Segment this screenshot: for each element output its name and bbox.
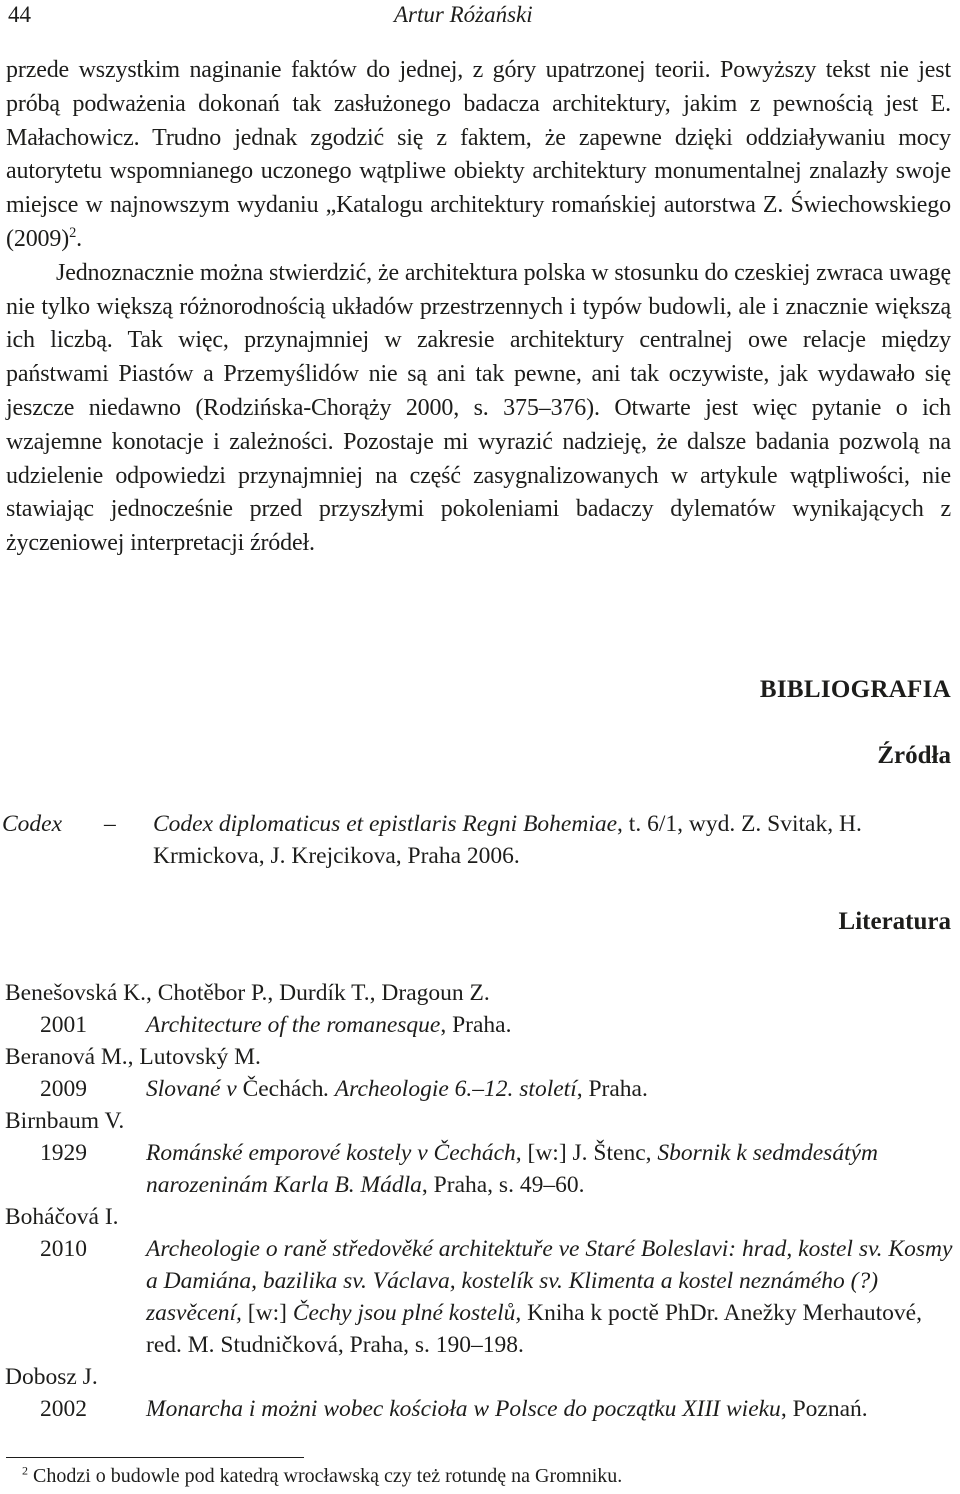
running-head [0,0,960,32]
literature-details-continued: Kniha k poctě PhDr. Anežky Merhautové, red. M. Studničková, Praha, s. 190–198. [146,1300,922,1358]
source-abbreviation: Codex [2,811,63,837]
paragraph-2: Jednoznacznie można stwierdzić, że architektura polska w stosunku do czeskiej zwraca uwagę nie tylko większą różnorodnością układów przestrzennych i typów budowli, ale i znacznie większą ich liczbą. Tak więc, przynajmniej w zakresie architektury centralnej owe relacje między państwami Piastów a Przemyślidów nie są ani tak pewne, ani tak oczywiste, jak wydawało się jeszcze niedawno (Rodzińska-Chorąży 2000, s. 375–376). Otwarte jest więc pytanie o ich wzajemne konotacje i zależności. Pozostaje mi wyrazić nadzieję, że dalsze badania pozwolą na udzielenie odpowiedzi przynajmniej na część zasygnalizowanych w artykule wątpliwości, nie stawiając jednocześnie przed przyszłymi pokoleniami badaczy dylematów wynikających z życzeniowej interpretacji źródeł. [6,259,951,557]
literature-citation [146,1073,954,1105]
footnote-text: Chodzi o budowle pod katedrą wrocławską czy też rotundę na Gromniku. [33,1465,623,1487]
literature-author: Boháčová I. [5,1204,119,1230]
literature-year: 2010 [40,1236,87,1262]
literature-details: , Praha. [440,1012,512,1038]
literature-work [0,1393,955,1425]
source-title: Codex diplomaticus et epistlaris Regni Bohemiae [153,811,618,837]
literature-year: 2009 [40,1076,87,1102]
literature-citation [146,1233,954,1361]
literature-author: Beranová M., Lutovský M. [5,1044,261,1070]
literature-title: Monarcha i możni wobec kościoła w Polsce do początku XIII wieku [146,1396,781,1422]
literature-year: 2002 [40,1396,87,1422]
footnote-rule [6,1457,304,1458]
literature-title-continued: Sbornik k sedmdesátým narozeninám Karla B. Mádla [146,1140,878,1198]
literature-work [0,1009,955,1041]
footnote [22,1462,622,1490]
source-dash: – [104,811,116,837]
paragraph-1 [6,54,951,257]
literature-title: Archeologie o raně středověké architektuře ve Staré Boleslavi: hrad, kostel sv. Kosmy a Damiána, bazilika sv. Václava, kostelík sv. Klimenta a kostel neznámého (?) zasvěcení, [146,1236,953,1326]
literature-heading: Literatura [838,908,951,935]
literature-title: Slované v [146,1076,243,1102]
literature-title-continued: Čechy jsou plné kostelů, [292,1300,522,1326]
literature-title: Románské emporové kostely v Čechách [146,1140,516,1166]
literature-work [0,1073,955,1105]
literature-citation [146,1009,954,1041]
paragraph-1-text: przede wszystkim naginanie faktów do jednej, z góry upatrzonej teorii. Powyższy tekst nie jest próbą podważenia dokonań tak zasłużonego badacza architektury, jakim z pewnością jest E. Małachowicz. Trudno jednak zgodzić się z faktem, że zapewne dzięki oddziaływaniu mocy autorytetu wspomnianego uczonego wątpliwe obiekty architektury monumentalnej znalazły swoje miejsce w najnowszym wydaniu „Katalogu architektury romańskiej autorstwa Z. Świechowskiego (2009) [6,57,951,252]
literature-year: 1929 [40,1140,87,1166]
literature-details-continued: , Praha, s. 49–60. [421,1172,585,1198]
literature-author: Benešovská K., Chotěbor P., Durdík T., Dragoun Z. [5,980,490,1006]
literature-citation [146,1393,954,1425]
footnote-number: 2 [22,1463,28,1478]
literature-title-upright: Čechách [242,1076,324,1102]
source-details: , t. 6/1, wyd. Z. Svitak, H. Krmickova, J. Krejcikova, Praha 2006. [153,811,862,869]
literature-details: [w:] [241,1300,293,1326]
literature-title: Architecture of the romanesque [146,1012,441,1038]
page-number: 44 [8,2,31,27]
body-text [6,54,951,561]
literature-work [0,1137,955,1201]
running-head-author: Artur Różański [394,2,533,27]
literature-list [0,977,955,1425]
literature-author: Birnbaum V. [5,1108,125,1134]
bibliography-heading: BIBLIOGRAFIA [759,676,951,703]
literature-year: 2001 [40,1012,87,1038]
source-citation [153,808,953,872]
paragraph-1-end: . [76,225,82,252]
literature-details: , [w:] J. Štenc, [515,1140,658,1166]
footnote-ref[interactable]: 2 [69,224,77,241]
literature-details: , Praha. [576,1076,648,1102]
literature-details: , Poznań. [780,1396,868,1422]
literature-author: Dobosz J. [5,1364,98,1390]
literature-work [0,1233,955,1361]
literature-title-continued: . Archeologie 6.–12. století [323,1076,577,1102]
sources-heading: Źródła [877,742,951,769]
literature-citation [146,1137,954,1201]
